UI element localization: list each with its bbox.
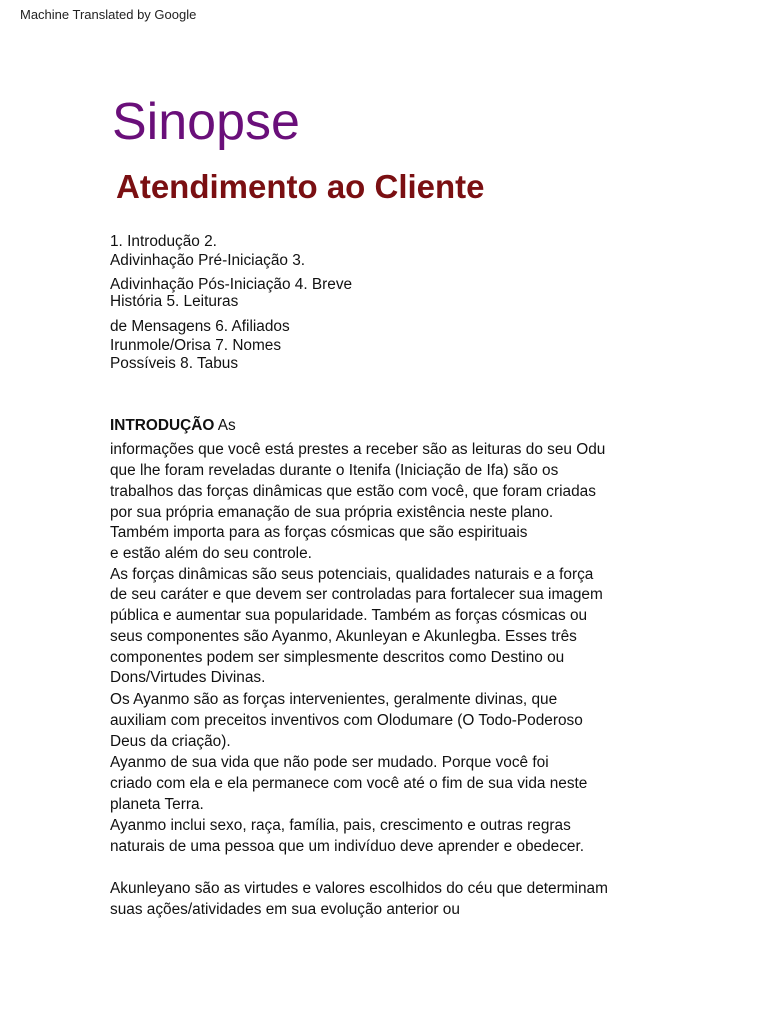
page-subtitle: Atendimento ao Cliente <box>116 168 485 205</box>
machine-translation-banner: Machine Translated by Google <box>20 7 197 22</box>
intro-heading-line <box>110 416 236 436</box>
body-line: componentes podem ser simplesmente descritos como Destino ou <box>110 649 565 666</box>
toc-line: Adivinhação Pré-Iniciação 3. <box>110 252 306 269</box>
body-line: informações que você está prestes a receber são as leituras do seu Odu <box>110 441 606 458</box>
body-line: As forças dinâmicas são seus potenciais, qualidades naturais e a força <box>110 566 594 583</box>
body-line: que lhe foram reveladas durante o Itenifa (Iniciação de Ifa) são os <box>110 462 559 479</box>
body-line: Ayanmo inclui sexo, raça, família, pais, crescimento e outras regras <box>110 817 571 834</box>
toc-line: História 5. Leituras <box>110 293 239 310</box>
body-line: por sua própria emanação de sua própria existência neste plano. <box>110 504 554 521</box>
body-line: suas ações/atividades em sua evolução anterior ou <box>110 901 460 918</box>
toc-line: de Mensagens 6. Afiliados <box>110 318 290 335</box>
intro-heading: INTRODUÇÃO <box>110 417 215 434</box>
body-line: naturais de uma pessoa que um indivíduo deve aprender e obedecer. <box>110 838 585 855</box>
body-line: de seu caráter e que devem ser controladas para fortalecer sua imagem <box>110 586 603 603</box>
body-line: Os Ayanmo são as forças intervenientes, geralmente divinas, que <box>110 691 558 708</box>
body-line: Deus da criação). <box>110 733 231 750</box>
body-line: criado com ela e ela permanece com você até o fim de sua vida neste <box>110 775 588 792</box>
body-line: e estão além do seu controle. <box>110 545 312 562</box>
body-line: auxiliam com preceitos inventivos com Olodumare (O Todo-Poderoso <box>110 712 583 729</box>
toc-line: Possíveis 8. Tabus <box>110 355 239 372</box>
body-line: seus componentes são Ayanmo, Akunleyan e Akunlegba. Esses três <box>110 628 577 645</box>
body-line: Ayanmo de sua vida que não pode ser mudado. Porque você foi <box>110 754 549 771</box>
body-line: Também importa para as forças cósmicas que são espirituais <box>110 524 528 541</box>
toc-line: 1. Introdução 2. <box>110 233 217 250</box>
body-line: Dons/Virtudes Divinas. <box>110 669 266 686</box>
toc-line: Adivinhação Pós-Iniciação 4. Breve <box>110 276 353 293</box>
body-line: pública e aumentar sua popularidade. Também as forças cósmicas ou <box>110 607 588 624</box>
toc-line: Irunmole/Orisa 7. Nomes <box>110 337 282 354</box>
body-line: planeta Terra. <box>110 796 204 813</box>
body-line: Akunleyano são as virtudes e valores escolhidos do céu que determinam <box>110 880 608 897</box>
page-title: Sinopse <box>112 93 300 151</box>
body-line: trabalhos das forças dinâmicas que estão com você, que foram criadas <box>110 483 596 500</box>
intro-heading-tail: As <box>214 417 236 434</box>
